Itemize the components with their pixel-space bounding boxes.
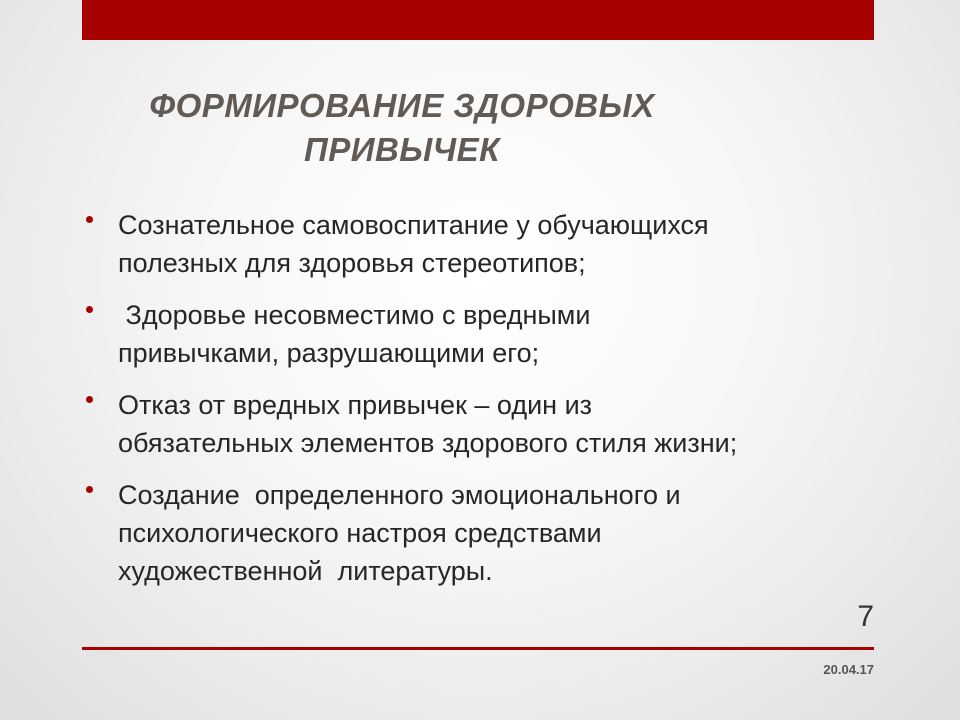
slide-title-line-2: ПРИВЫЧЕК xyxy=(304,131,500,168)
slide-date: 20.04.17 xyxy=(823,662,874,677)
bullet-item xyxy=(86,206,886,282)
slide-title xyxy=(82,84,722,172)
bullet-item xyxy=(86,386,886,462)
bullet-text: Отказ от вредных привычек – один из обязательных элементов здорового стиля жизни; xyxy=(118,390,738,458)
bullet-text: Создание определенного эмоционального и психологического настроя средствами художественной литературы. xyxy=(118,480,681,586)
bullet-list xyxy=(86,206,886,604)
top-accent-bar xyxy=(82,0,874,40)
page-number: 7 xyxy=(857,600,874,633)
bullet-item xyxy=(86,476,886,590)
bullet-text: Сознательное самовоспитание у обучающихся полезных для здоровья стереотипов; xyxy=(118,210,709,278)
bullet-item xyxy=(86,296,886,372)
bullet-dot-icon xyxy=(86,486,93,493)
bullet-dot-icon xyxy=(86,396,93,403)
slide-title-line-1: ФОРМИРОВАНИЕ ЗДОРОВЫХ xyxy=(149,87,655,124)
bullet-dot-icon xyxy=(86,306,93,313)
bullet-text: Здоровье несовместимо с вредными привычками, разрушающими его; xyxy=(118,300,591,368)
bottom-divider xyxy=(82,647,874,650)
bullet-dot-icon xyxy=(86,216,93,223)
